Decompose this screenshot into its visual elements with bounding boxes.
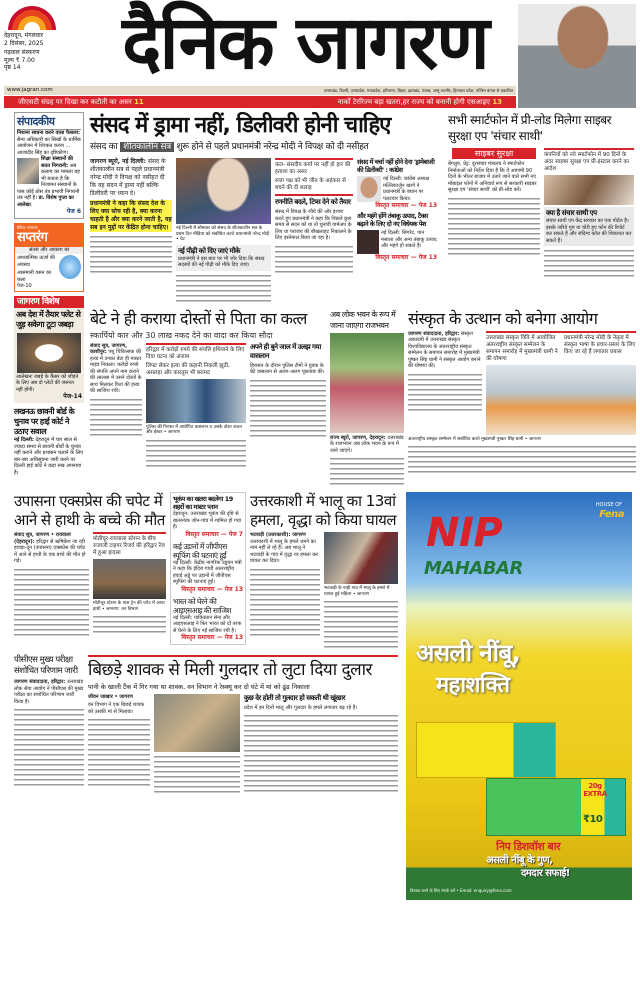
brief-isi[interactable] [173,597,243,643]
pcs-headline[interactable]: पीसीएस मुख्य परीक्षा संशोधित परिणाम जारी [14,655,78,676]
block [448,148,636,278]
teasers-1-page: 13 [492,98,502,106]
block [146,343,246,345]
block [486,335,636,363]
jaw-implant-photo [17,333,81,373]
saptrang-box[interactable] [14,223,84,292]
newspaper-title: दैनिक जागरण [122,0,488,86]
upper-section [14,112,636,486]
bear-victim-photo [324,532,398,584]
brief-quake[interactable] [173,495,243,539]
leopard-cub-photo [154,694,240,752]
block [486,331,636,333]
block [357,176,437,210]
saptrang-ref: पेज-10 [17,283,32,289]
middle-band [90,309,636,487]
nip-logo: NIP [426,510,503,556]
murder-side [250,343,326,438]
briefs-2-ref: विस्तृत समाचार — पेज 13 [181,634,243,641]
pcs-text: उत्तराखंड लोक सेवा आयोग ने पीसीएस की मुख्य परीक्षा का संशोधित परिणाम जारी किया है। [14,679,84,705]
lokbhavan-headline[interactable]: अब लोक भवन के रूप में जाना जाएगा राजभवन [330,309,396,330]
saptrang-tagline: अंतस और आकाश का [15,247,83,254]
elephant-bullet: मोतीचूर-रायवाला स्टेशन के बीच राजाजी टाइगर रिजर्व की हरिद्वार रेंज में हुआ हादसा [93,536,165,556]
edition-name: गढ़वाल संस्करण [4,49,40,56]
editorial-ref[interactable]: पेज 6 [66,208,81,215]
lead-text: संसद के शीतकालीन सत्र से पहले प्रधानमंत्री नरेन्द्र मोदी ने विपक्ष को नसीहत दी कि वह सदन में ड्रामा नहीं बल्कि डिलीवरी पर ध्यान दे। [90,158,166,197]
pm-photo-caption: नई दिल्ली में सोमवार को संसद के शीतकालीन सत्र के प्रथम दिन मीडिया को संबोधित करते प्रधानमंत्री नरेन्द्र मोदी • प्रेट [176,226,270,242]
body-text-lines [154,754,240,794]
saptrang-item2: आसमानी वसन का कला [17,270,52,283]
lower-row-1 [14,492,398,649]
block [88,694,398,794]
smartphone-photo [544,175,634,205]
editorial-item1-text: सैन्य अधिकारी का सिखों के धार्मिक आयोजन में शिरकत करना ... आजादीर सिंह का दृष्टिकोण। [17,136,81,156]
bear-photo-column [324,532,398,649]
lokbhavan-story [330,309,404,487]
left-sidebar [14,112,84,476]
lead-body [90,158,172,274]
murder-body [90,343,142,437]
leopard-story [88,655,398,794]
lead-photo-column [176,158,271,303]
website-url[interactable]: www.jagran.com [7,87,53,93]
block [14,532,166,637]
body-text-lines [275,244,353,274]
edition-city-day: देहरादून, मंगलवार [4,32,44,39]
block [250,532,398,649]
elephant-text: हरिद्वार से ऋषिकेश जा रही हावड़ा-दून (उपासना) एक्सप्रेस की चपेट में आने से हाथी के एक बच्चे की मौत हो गई। [14,538,86,564]
ad-price: ₹10 [583,814,603,825]
page-body [14,112,636,900]
ad-offer: 20g EXTRA [583,782,607,798]
sanskrit-conference-photo [486,365,636,435]
lead-bullets [275,158,353,274]
block [17,255,57,290]
editorial-item1-head: निशाना साधना करने वाला फैसला: [17,130,80,136]
body-text-lines [14,707,84,787]
leopard-headline[interactable]: बिछड़े शावक से मिली गुलदार तो लुटा दिया दुलार [88,660,372,680]
briefs-1-text: नई दिल्ली: केंद्रीय नागरिक उड्डयन मंत्री ने कहा कि इंदिरा गांधी अंतरराष्ट्रीय हवाई अड्डे पर उड़ानों में जीपीएस स्पूफिंग की घटनाएं हुईं। [173,559,242,585]
elephant-headline[interactable]: उपासना एक्सप्रेस की चपेट में आने से हाथी के बच्चे की मौत [14,492,165,529]
leopard-dateline: जीवन जाखार • जागरण [88,693,133,700]
lead-subheadline [90,141,442,154]
url-strip [4,86,516,95]
mahabar-logo: MAHABAR [424,558,523,579]
lead-story-bullets-1: सत्ता पक्ष को भी जीत के अहंकार से बचने की दी सलाह [275,178,346,191]
murder-bullets-0: हरिद्वार में करोड़ों रुपये की संपत्ति हथियाने के लिए दिया घटना को अंजाम [146,346,245,360]
editorial-box [14,112,84,219]
block [250,532,320,565]
lead-story-congress-text: नई दिल्ली: कांग्रेस अध्यक्ष मल्लिकार्जुन खरगे ने प्रधानमंत्री के बयान पर पलटवार किया। [383,176,430,202]
editorial-author-photo [17,158,39,184]
block [357,230,437,262]
ad-slogan1: असली नींबू के गुण, [486,855,553,866]
briefs-0-ref: विस्तृत समाचार — पेज 7 [185,530,243,538]
yellow-pack [416,722,556,778]
teaser-gst[interactable] [18,96,144,108]
ad-headline1: असली नींबू, [416,639,521,667]
tobacco-ref[interactable]: विस्तृत समाचार — पेज 13 [375,254,437,261]
briefs-2-head: भारत को घेरने की आइएसआइ की साजिश [173,596,232,615]
block [15,224,83,247]
sanskrit-bullets [486,331,636,435]
saptrang-brand: दैनिक जागरण [17,225,38,230]
lead-story-sub-post: शुरू होने से पहले प्रधानमंत्री नरेन्द्र मोदी ने विपक्ष को दी नसीहत [176,142,369,152]
sanskrit-text: संस्कृत अकादमी में उत्तराखंड संस्कृत विश्वविद्यालय के अंतरराष्ट्रीय संस्कृत सम्मेलन के समापन समारोह में मुख्यमंत्री पुष्कर सिंह धामी ने संस्कृत आयोग बनाने की घोषणा की। [408,330,481,369]
block [90,158,442,303]
body-text-lines [408,444,636,474]
edition-date: 2 दिसंबर, 2025 [4,39,44,47]
bear-caption: भटवाड़ी के नाही गांव में भालू के हमले में घायल हुई महिला • जागरण [324,586,390,597]
yoga-illustration [59,255,81,279]
body-text-lines [544,248,634,278]
lead-story-sub-pre: संसद का [90,142,118,152]
body-text-lines [448,196,540,256]
strategy-headline[interactable]: रणनीति बदले, टिप्स देने को तैयार [275,198,351,206]
main-area [90,112,636,486]
body-text-lines [250,378,326,438]
murder-side-text: हिरासत के दौरान पुलिस टीमों ने युवक के बेटे वासलान से अलग-अलग पूछताछ की। [250,362,325,375]
congress-story [357,158,437,262]
body-text-lines [244,713,398,793]
lower-news [14,492,398,794]
teaser-narco[interactable] [338,96,502,108]
vishesh-headline[interactable]: अब देश में तैयार फ्लेट से जुड़ सकेगा टूटा जबड़ा [16,309,81,329]
leopard-subheadline: पानी के खाली टैंक में गिर गया था शावक, वन विभाग ने रेस्क्यू कर दो घंटे में मां को ढूंढ निकाला [88,683,310,691]
block [275,158,353,160]
cyber-headline[interactable]: सभी स्मार्टफोन में प्री-लोड मिलेगा साइबर सुरक्षा एप 'संचार साथी' [448,113,612,143]
block [17,130,81,156]
block [14,679,84,705]
lower-row-2 [14,655,398,794]
block [93,532,166,534]
elephant-photo-caption: मोतीचूर स्टेशन के पास ट्रेन की चपेट में आया हाथी • जागरण: वन विभाग [93,601,165,612]
murder-text: पशु चिकित्सक की हत्या में उनका बेटा ही मास्टर माइंड निकला। करोड़ों रुपये की संपत्ति अपने नाम कराने की लालसा में उसने दोस्तों के साथ मिलकर पिता की हत्या की साजिश रची। [90,349,142,394]
teasers-1-text: नार्को टेररिज्म बड़ा खतरा,हर राज्य को बनानी होगी एसआइए [337,98,491,106]
congress-headline[interactable]: संसद में चर्चा नहीं होने देना 'ड्रामेबाजी की डिलीवरी' : कांग्रेस [357,158,435,174]
cyber-bullet: कंपनियों को नये स्मार्टफोन में 90 दिनों के अंदर साइबर सुरक्षा एप प्री-इंस्टाल करने का आदेश [544,152,630,172]
teasers-0-text: जीएसटी संग्रह पर दिखा कर कटौती का असर [18,98,132,106]
body-text-lines [330,456,404,486]
sanskrit-body [408,331,482,412]
ad-tag: निप डिशवॉश बार [496,840,561,853]
briefs-1-ref: विस्तृत समाचार — पेज 13 [181,585,243,593]
murder-bullets-1: लिफ्ट लेकर हत्या की कहानी निकली झूठी, असलहा और कारतूस भी बरामद [146,362,230,376]
bear-body [250,532,320,637]
lead-story-dateline: जागरण ब्यूरो, नई दिल्ली: [90,158,146,165]
body-text-lines [90,234,172,274]
jagran-vishesh-box [14,296,84,404]
briefs-column [170,492,246,645]
ad-slogan2: दमदार सफाई! [521,868,570,879]
vishesh-title: जागरण विशेष [14,296,84,308]
lead-story [90,112,442,303]
editions-line: उत्तराखंड, दिल्ली, उत्तरप्रदेश, मध्यप्रदेश, हरियाणा, बिहार, झारखंड, पंजाब, जम्मू कश्मीर, हिमाचल प्रदेश, पश्चिम बंगाल से प्रकाशित [323,88,513,93]
murder-side-headline[interactable]: अपने ही बुने जाल में उलझ गया वासलान [250,342,321,360]
sanskrit-bullets-0: उत्तराखंड संस्कृत विवि में आयोजित अंतरराष्ट्रीय संस्कृत सम्मेलन के समापन समारोह में मुख्यमंत्री धामी ने की घोषणा [486,334,558,362]
body-text-lines [93,614,166,634]
ad-house-label: HOUSE OF [595,502,622,508]
leopard-photo-column [154,694,240,794]
vishesh-ref[interactable]: पेज-14 [63,393,82,400]
cyber-story [448,112,636,278]
sanskrit-dateline: जागरण संवाददाता, हरिद्वार: [408,330,460,337]
accused-caption: पुलिस की गिरफ्त में आरोपित वासलान व उसके दोस्त राजन और ईश्वर • जागरण [146,424,243,435]
murder-bullets [146,343,246,468]
bear-story [250,492,398,649]
block [408,331,482,370]
bear-text: उत्तरकाशी में भालू के हमले थमने का नाम नहीं ले रहे हैं। अब भालू ने भटवाड़ी के गांव में वृद्धा पर हमला कर घायल कर दिया। [250,538,319,564]
lokbhavan-dateline: राज्य ब्यूरो, जागरण, देहरादून: [330,434,386,441]
nip-mahabar-ad[interactable] [406,492,632,900]
editorial-title: संपादकीय [17,115,81,130]
top-band [90,112,636,303]
rajbhavan-photo [330,333,404,433]
elephant-side [93,532,166,634]
block [544,207,634,246]
saptrang-item1: आध्यात्मिक ऊर्जा की अवस्था [17,255,55,268]
briefs-1-head: कई उड़ानों में जीपीएस स्पूफिंग की घटनाएं हुईं [173,541,227,560]
lead-story-side-text: संसद में विपक्ष के रवैये की ओर इशारा करते हुए प्रधानमंत्री ने कहा कि पिछले कुछ समय से सदन को या तो चुनावी वार्मअप के लिए या पराजय की बौखलाहट निकालने के लिए इस्तेमाल किया जा रहा है। [275,209,352,241]
lead-story-box-text: प्रधानमंत्री ने इस बात पर भी जोर दिया कि संसद सदस्यों की नई पीढ़ी को मौके दिए जाएं। [178,255,265,268]
elephant-story [14,492,166,637]
block [14,532,89,565]
block [544,148,634,150]
cyber-tag: साइबर सुरक्षा [452,148,536,159]
murder-dateline: संवाद सूत्र, जागरण, काशीपुर: [90,342,128,355]
body-text-lines [176,273,271,303]
sanchar-box-title: क्या है संचार साथी एप [546,209,597,217]
body-text-lines [324,599,398,649]
leopard-text: वन विभाग ने एक बिछड़े शावक को उसकी मां से मिलाया। [88,702,145,715]
pm-modi-photo [176,158,271,224]
masthead [0,0,640,110]
sanskrit-caption: अंतरराष्ट्रीय संस्कृत सम्मेलन में संबोधित करते मुख्यमंत्री पुष्कर सिंह धामी • जागरण [408,436,542,442]
elephant-body [14,532,89,637]
leopard-side-headline[interactable]: कुछ देर होती तो गुलदार हो सकती थी खूंखार [244,693,345,702]
elephant-photo [93,559,166,599]
columnist-photo [518,4,636,108]
lower-section [14,492,636,900]
body-text-lines [90,397,142,437]
murder-subheadline: स्कार्पियो कार और 30 लाख नकद देने का वादा कर किया सौदा [90,330,273,340]
bear-headline[interactable]: उत्तरकाशी में भालू का 13वां हमला, वृद्धा को किया घायल [250,492,397,529]
body-text-lines [408,372,482,412]
block [408,331,636,435]
block [88,694,150,701]
pcs-story [14,655,84,787]
leopard-side-text: प्रदेश में इन दिनों भालू और गुलदार के हमले लगातार बढ़ रहे हैं। [244,704,358,711]
new-generation-box [176,245,271,271]
pcs-dateline: जागरण संवाददाता, हरिद्वार: [14,679,66,685]
jagran-sun-logo [8,6,56,30]
teasers-0-page: 11 [133,98,144,106]
kharge-photo [357,176,381,202]
editorial-item2-text: अब कलाम का मामला यह भी बताता है कि निजामत संस्थानों के पास कोई ठोस तंत्र प्रभावी निगरानी तंत्र नहीं है। [17,162,80,201]
editorial-item2-head: शिक्षा संस्थानों की सतत निगरानी: [41,156,73,169]
cantonment-dateline: नई दिल्ली: [14,437,34,443]
cyber-body [448,148,540,256]
briefs-0-head: भूकंप का खतरा बदलेगा 19 शहरों का मास्टर प्लान [173,495,233,511]
page-count: पृष्ठ 14 [4,64,21,71]
accused-photo [146,379,246,423]
price: मूल्य ₹ 7.00 [4,56,35,64]
block [90,343,326,468]
block [14,437,84,476]
tobacco-headline[interactable]: और महंगे होंगे तंबाकू उत्पाद, टैक्स बढ़ाने के लिए दो नए विधेयक पेश [357,212,428,228]
session-tag: शीतकालीन सत्र [120,142,174,152]
teaser-bar [4,96,516,108]
block [88,655,398,657]
bear-dateline: भटवाड़ी (उत्तरकाशी): जागरण [250,532,306,538]
lead-story-bullets-0: कल- संसदीय कार्य पर नहीं हो हार की हताशा का असर [275,162,351,175]
leopard-body [88,694,150,788]
fena-logo: Fena [599,509,624,520]
block [90,343,142,395]
editorial-author: डा. विशेष गुप्ता का आलेख। [17,195,74,208]
body-text-lines [250,567,320,637]
ad-headline2: महाशक्ति [436,673,510,698]
block [15,254,83,291]
block [330,435,404,455]
cyber-text: बेंगलुरु, प्रेट्र: दूरसंचार मंत्रालय ने स्मार्टफोन निर्माताओं को निर्देश दिया है कि वे आगामी 90 दिनों के भीतर बाजार में उतारे जाने वाले सभी नए मोबाइल फोनों में अनिवार्य रूप से सरकारी साइबर सुरक्षा एप 'संचार साथी' को प्री-लोड करें। [448,161,537,193]
tobacco-photo [357,230,379,254]
briefs-2-text: नई दिल्ली: पाकिस्तान सेना और आइएसआइ ने फिर भारत को दो तरफ से घेरने के लिए नई साजिश रची है। [173,614,242,634]
lead-story-tobacco-text: नई दिल्ली: सिगरेट, पान मसाला और अन्य तंबाकू उत्पाद और महंगे हो सकते हैं। [381,230,437,249]
body-text-lines [146,438,246,468]
cyber-box-text: संचार साथी एप केंद्र सरकार का एक पोर्टल है। इसके जरिये गुम या चोरी हुए फोन की रिपोर्ट कर सकते हैं और संदिग्ध कॉल की शिकायत कर सकते हैं। [546,218,632,244]
saptrang-title: सप्तरंग [17,230,48,245]
block [4,32,94,72]
lokbhavan-text: उत्तराखंड के राजभवन अब लोक भवन के रूप में जाने जाएंगे। [330,434,404,454]
murder-story [90,309,326,468]
new-generation-title: नई पीढ़ी को दिए जाएं मौके [178,246,240,255]
sanskrit-story [408,309,636,475]
briefs-0-text: देहरादून: उत्तराखंड भूकंप की दृष्टि से खतरनाक जोन-पांच में शामिल हो गया है। [173,511,242,530]
lead-headline[interactable]: संसद में ड्रामा नहीं, डिलीवरी होनी चाहिए [90,113,391,138]
cantonment-text: देहरादून में चार साल से ज्यादा समय से छावनी बोर्डों के चुनाव नहीं कराने और प्रशासन चलाने के लिए बार-बार अधिसूचना जारी करने पर दिल्ली हाई कोर्ट ने कड़ा रुख अपनाया है। [14,437,83,476]
body-text-lines [14,567,89,637]
brief-gps[interactable] [173,542,243,594]
body-text-lines [88,717,150,787]
block [275,194,353,196]
elephant-dateline: संवाद सूत्र, जागरण • रायवाला (देहरादून): [14,532,71,545]
cyber-side [544,148,634,278]
cantonment-headline[interactable]: लखनऊ छावनी बोर्ड के चुनाव पर हाई कोर्ट ने उठाए सवाल [14,407,75,436]
vishesh-caption: आलेखनः जबड़े के कैंसर को जोड़ने के लिए अब दो प्लेटों की जरूरत नहीं होगी। [16,373,79,393]
block [90,158,172,198]
ad-footer: वितरक बनने के लिए संपर्क करें • Email: enquiry@fena.com [410,888,512,893]
sanskrit-headline[interactable]: संस्कृत के उत्थान को बनेगा आयोग [408,308,598,328]
sanskrit-bullets-1: प्रधानमंत्री नरेन्द्र मोदी के नेतृत्व में संस्कृत भाषा के प्रचार-प्रसार के लिए किए जा रहे हैं लगातार प्रयास [564,334,636,355]
lead-highlight: प्रधानमंत्री ने कहा कि संसद देश के लिए क्या सोच रही है, क्या करना चाहती है और क्या करने जाती है, यह सब इन मुद्दों पर केंद्रित होना चाहिए। [90,200,172,231]
cantonment-story [14,407,84,476]
leopard-side [244,694,398,794]
congress-ref[interactable]: विस्तृत समाचार — पेज 13 [375,202,437,209]
murder-headline[interactable]: बेटे ने ही कराया दोस्तों से पिता का कत्ल [90,308,307,328]
